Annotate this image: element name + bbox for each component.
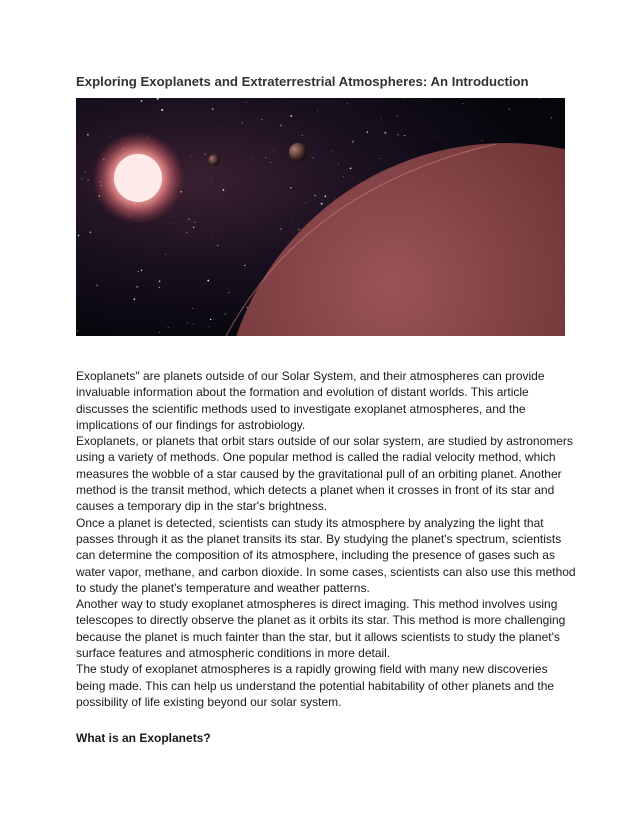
paragraph-methods: Exoplanets, or planets that orbit stars outside of our solar system, are studied by astronomers using a variety of methods. One popular method is called the radial velocity method, which measures the wobble of a star caused by the gravitational pull of an orbiting planet. Another method is the transit method, which detects a planet when it crosses in front of its star and causes a temporary dip in the star's brightness. [76, 434, 573, 514]
paragraph-conclusion: The study of exoplanet atmospheres is a rapidly growing field with many new discoveries being made. This can help us understand the potential habitability of other planets and the possibility of life existing beyond our solar system. [76, 662, 555, 709]
section-heading: What is an Exoplanets? [76, 731, 211, 745]
paragraph-intro: Exoplanets" are planets outside of our Solar System, and their atmospheres can provide invaluable information about the formation and evolution of distant worlds. This article discusses the scientific methods used to investigate exoplanet atmospheres, and the implications of our findings for astrobiology. [76, 369, 545, 432]
article-body [76, 368, 576, 710]
exoplanet-hero-image [76, 98, 565, 336]
document-title: Exploring Exoplanets and Extraterrestrial Atmospheres: An Introduction [76, 74, 529, 89]
paragraph-direct-imaging: Another way to study exoplanet atmospheres is direct imaging. This method involves using telescopes to directly observe the planet as it orbits its star. This method is more challenging because the planet is much fainter than the star, but it allows scientists to study the planet's surface features and atmospheric conditions in more detail. [76, 597, 566, 661]
paragraph-atmosphere-analysis: Once a planet is detected, scientists can study its atmosphere by analyzing the light that passes through it as the planet transits its star. By studying the planet's spectrum, scientists can determine the composition of its atmosphere, including the presence of gases such as water vapor, methane, and carbon dioxide. In some cases, scientists can also use this method to study the planet's temperature and weather patterns. [76, 515, 576, 595]
